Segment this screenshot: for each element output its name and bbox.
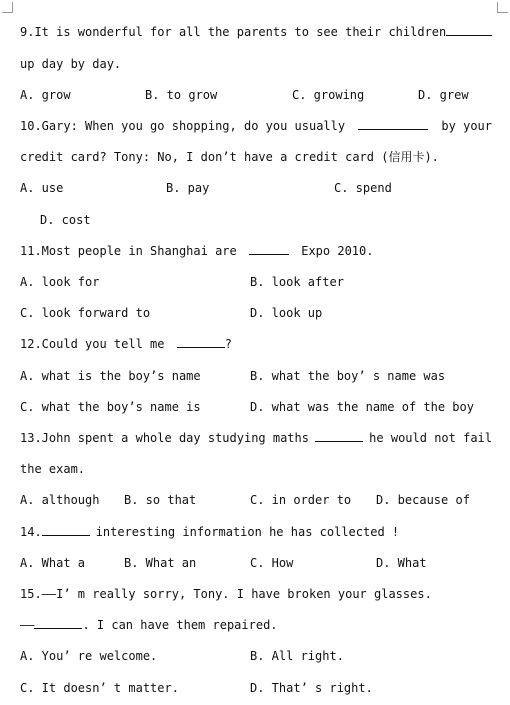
crop-mark-top-left	[2, 2, 13, 13]
question-11-stem-text: 11.Most people in Shanghai are	[20, 244, 237, 258]
question-13-blank	[315, 429, 363, 442]
q10-option-a[interactable]: A. use	[20, 181, 64, 195]
question-11-stem-text-tail: Expo 2010.	[301, 244, 374, 258]
question-12-options-row-1	[20, 367, 492, 385]
q13-option-a[interactable]: A. although	[20, 493, 100, 507]
q12-option-d[interactable]: D. what was the name of the boy	[250, 400, 474, 414]
q9-option-d[interactable]: D. grew	[418, 88, 469, 102]
q12-option-a[interactable]: A. what is the boy’s name	[20, 369, 201, 383]
q11-option-b[interactable]: B. look after	[250, 275, 344, 289]
question-10-options	[20, 179, 492, 197]
question-14-number: 14.	[20, 525, 42, 539]
q12-option-b[interactable]: B. what the boy’ s name was	[250, 369, 446, 383]
question-15-blank	[34, 616, 82, 629]
question-11-blank	[249, 242, 289, 255]
question-10-stem-text-tail: by your	[441, 119, 492, 133]
question-10-stem-line-2: credit card? Tony: No, I don’t have a credit card (信用卡).	[20, 150, 439, 164]
question-13-options	[20, 491, 492, 509]
crop-mark-top-right	[497, 2, 508, 13]
question-9-options	[20, 86, 492, 104]
question-13-stem-line-1	[20, 429, 492, 447]
q15-option-a[interactable]: A. You’ re welcome.	[20, 649, 158, 663]
question-10-stem-text: 10.Gary: When you go shopping, do you usually	[20, 119, 346, 133]
question-15-options-row-1	[20, 647, 492, 665]
q15-option-d[interactable]: D. That’ s right.	[250, 681, 373, 695]
q14-option-c[interactable]: C. How	[250, 556, 294, 570]
q14-option-b[interactable]: B. What an	[124, 556, 197, 570]
question-14-stem	[20, 523, 492, 541]
q9-option-c[interactable]: C. growing	[292, 88, 365, 102]
question-12-stem	[20, 335, 492, 353]
question-10-stem-line-1	[20, 117, 492, 135]
question-10-options-cont	[20, 211, 492, 229]
question-14-stem-text: interesting information he has collected !	[95, 525, 400, 539]
q10-option-b[interactable]: B. pay	[166, 181, 210, 195]
question-13-stem-text-tail: he would not fail	[369, 431, 492, 445]
question-12-options-row-2	[20, 398, 492, 416]
q10-option-c[interactable]: C. spend	[334, 181, 392, 195]
q13-option-c[interactable]: C. in order to	[250, 493, 352, 507]
q15-option-c[interactable]: C. It doesn’ t matter.	[20, 681, 179, 695]
question-11-options-row-2	[20, 304, 492, 322]
question-13-stem-text: 13.John spent a whole day studying maths	[20, 431, 309, 445]
q13-option-d[interactable]: D. because of	[376, 493, 470, 507]
question-15-dash: ——	[20, 618, 35, 632]
question-9-blank	[446, 23, 492, 36]
q9-option-a[interactable]: A. grow	[20, 88, 71, 102]
question-15-stem-line-1: 15.——I’ m really sorry, Tony. I have broken your glasses.	[20, 587, 432, 601]
question-13-stem-line-2: the exam.	[20, 462, 86, 476]
q13-option-b[interactable]: B. so that	[124, 493, 197, 507]
q11-option-c[interactable]: C. look forward to	[20, 306, 151, 320]
question-11-options-row-1	[20, 273, 492, 291]
q15-option-b[interactable]: B. All right.	[250, 649, 344, 663]
question-15-options-row-2	[20, 679, 492, 697]
question-14-blank	[42, 523, 90, 536]
question-12-stem-text-tail: ?	[224, 337, 232, 351]
q11-option-d[interactable]: D. look up	[250, 306, 323, 320]
q14-option-a[interactable]: A. What a	[20, 556, 86, 570]
question-9-stem-text: 9.It is wonderful for all the parents to see their children	[20, 25, 447, 39]
question-15-stem-line-2	[20, 616, 492, 634]
question-9-stem-line-1	[20, 23, 492, 41]
q11-option-a[interactable]: A. look for	[20, 275, 100, 289]
question-10-blank	[358, 117, 428, 130]
question-9-stem-line-2: up day by day.	[20, 57, 122, 71]
q9-option-b[interactable]: B. to grow	[145, 88, 218, 102]
question-12-blank	[177, 335, 225, 348]
question-15-stem-text: . I can have them repaired.	[82, 618, 278, 632]
question-12-stem-text: 12.Could you tell me	[20, 337, 165, 351]
q14-option-d[interactable]: D. What	[376, 556, 427, 570]
question-11-stem	[20, 242, 492, 260]
q10-option-d[interactable]: D. cost	[40, 213, 91, 227]
question-14-options	[20, 554, 492, 572]
q12-option-c[interactable]: C. what the boy’s name is	[20, 400, 201, 414]
